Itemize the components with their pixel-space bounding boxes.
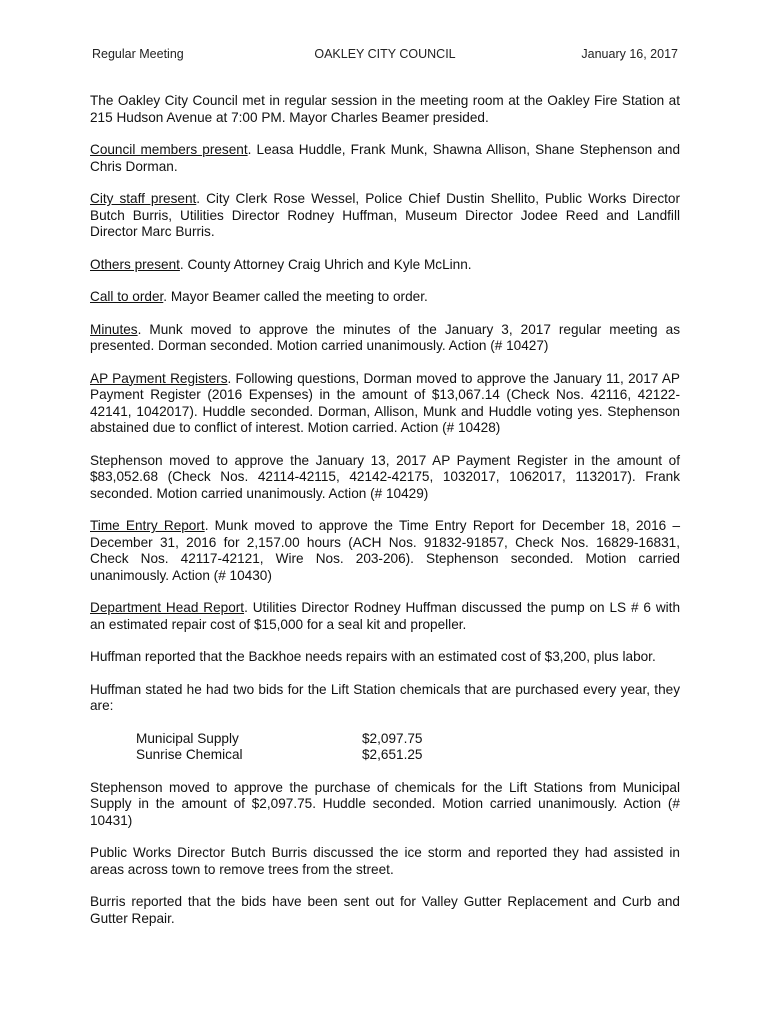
time-entry-paragraph [90, 518, 680, 584]
ice-storm-paragraph: Public Works Director Butch Burris discussed the ice storm and reported they had assisted in areas across town to remove trees from the street. [90, 845, 680, 877]
chemical-motion-paragraph: Stephenson moved to approve the purchase of chemicals for the Lift Stations from Municipal Supply in the amount of $2,097.75. Huddle seconded. Motion carried unanimously. Action (# 10431) [90, 779, 680, 828]
bid-vendor: Municipal Supply [136, 730, 239, 746]
backhoe-paragraph: Huffman reported that the Backhoe needs repairs with an estimated cost of $3,200, plus labor. [90, 649, 656, 664]
bid-amount: $2,651.25 [362, 747, 423, 762]
ap-register-second-paragraph: Stephenson moved to approve the January 13, 2017 AP Payment Register in the amount of $83,052.68 (Check Nos. 42114-42115, 42142-42175, 1032017, 1062017, 1132017). Frank seconded. Motion carried unanimously. Action (# 10429) [90, 452, 680, 501]
city-staff-text: . City Clerk Rose Wessel, Police Chief Dustin Shellito, Public Works Director Butch Burris, Utilities Director Rodney Huffman, Museum Director Jodee Reed and Landfill Director Marc Burris. [90, 191, 680, 239]
others-present-heading: Others present [90, 256, 180, 272]
page-header [92, 47, 678, 65]
minutes-body [90, 93, 680, 943]
bid-vendor: Sunrise Chemical [136, 747, 243, 762]
council-members-heading: Council members present [90, 142, 248, 157]
city-staff-paragraph [90, 191, 680, 241]
minutes-paragraph [90, 322, 680, 355]
intro-paragraph: The Oakley City Council met in regular session in the meeting room at the Oakley Fire Station at 215 Hudson Avenue at 7:00 PM. Mayor Charles Beamer presided. [90, 93, 680, 125]
bids-paragraph: Huffman stated he had two bids for the Lift Station chemicals that are purchased every year, they are: [90, 681, 680, 713]
time-entry-text: . Munk moved to approve the Time Entry Report for December 18, 2016 – December 31, 2016 for 2,157.00 hours (ACH Nos. 91832-91857, Check Nos. 16829-16831, Check Nos. 42117-42121, Wire Nos. 203-206). Stephenson seconded. Motion carried unanimously. Action (# 10430) [90, 518, 680, 583]
header-meeting-type: Regular Meeting [92, 47, 184, 61]
gutter-bids-paragraph: Burris reported that the bids have been sent out for Valley Gutter Replacement and Curb and Gutter Repair. [90, 894, 680, 926]
minutes-text: . Munk moved to approve the minutes of the January 3, 2017 regular meeting as presented. Dorman seconded. Motion carried unanimously. Action (# 10427) [90, 321, 680, 353]
others-present-text: . County Attorney Craig Uhrich and Kyle McLinn. [179, 256, 472, 272]
department-head-paragraph [90, 600, 680, 633]
minutes-heading: Minutes [90, 321, 138, 337]
header-council-name: OAKLEY CITY COUNCIL [314, 47, 456, 61]
ap-registers-text: . Following questions, Dorman moved to approve the January 11, 2017 AP Payment Register (2016 Expenses) in the amount of $13,067.14 (Check Nos. 42116, 42122-42141, 1042017). Huddle seconded. Dorman, Allison, Munk and Huddle voting yes. Stephenson abstained due to conflict of interest. Motion carried. Action (# 10428) [90, 370, 681, 435]
ap-registers-paragraph [90, 371, 680, 437]
department-head-heading: Department Head Report [90, 600, 245, 615]
table-row [136, 731, 422, 748]
call-to-order-heading: Call to order [90, 289, 164, 304]
chemical-bids-table [136, 731, 422, 764]
city-staff-heading: City staff present [90, 191, 197, 206]
council-members-text: . Leasa Huddle, Frank Munk, Shawna Allison, Shane Stephenson and Chris Dorman. [90, 142, 681, 174]
council-members-paragraph [90, 142, 680, 175]
table-row [136, 747, 422, 764]
call-to-order-paragraph [90, 289, 680, 306]
header-date: January 16, 2017 [581, 47, 678, 61]
call-to-order-text: . Mayor Beamer called the meeting to order. [163, 289, 428, 304]
time-entry-heading: Time Entry Report [90, 518, 205, 533]
ap-registers-heading: AP Payment Registers [90, 370, 228, 386]
others-present-paragraph [90, 257, 680, 274]
bid-amount: $2,097.75 [362, 730, 423, 746]
department-head-text: . Utilities Director Rodney Huffman discussed the pump on LS # 6 with an estimated repair cost of $15,000 for a seal kit and propeller. [90, 600, 681, 632]
